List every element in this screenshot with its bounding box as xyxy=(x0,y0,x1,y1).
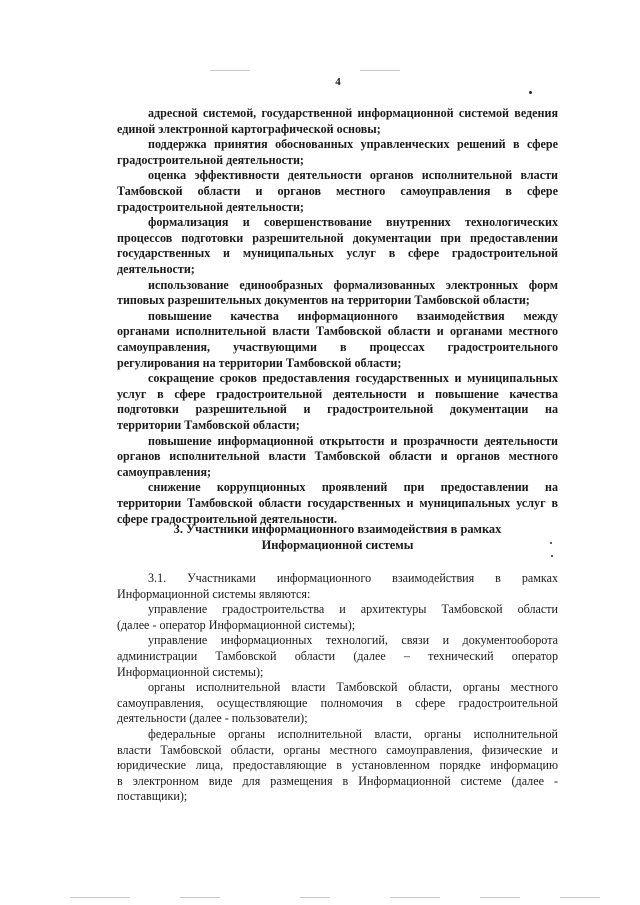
paragraph-line: единой электронной картографической основы; xyxy=(117,121,381,136)
paragraph-line: администрации Тамбовской области (далее – технический оператор xyxy=(117,649,558,663)
paragraph-line: (далее - оператор Информационной системы); xyxy=(117,617,356,632)
paragraph-line: повышение информационной открытости и прозрачности деятельности xyxy=(148,433,558,448)
paragraph-line: управление информационных технологий, связи и документооборота xyxy=(148,633,558,648)
paragraph-line: самоуправления; xyxy=(117,464,212,479)
paragraph-line: градостроительной деятельности; xyxy=(117,199,304,214)
paragraph-line: повышение качества информационного взаимодействия между xyxy=(148,308,558,323)
paragraph-line: адресной системой, государственной информационной системой ведения xyxy=(148,106,558,120)
paragraph-line: органов исполнительной власти Тамбовской области и органов местного xyxy=(117,449,558,464)
paragraph-line: подготовки разрешительной и градостроительной документации на xyxy=(117,402,558,417)
paragraph-line: деятельности; xyxy=(117,262,195,276)
paragraph-line: процессов подготовки разрешительной документации при предоставлении xyxy=(117,230,558,245)
scan-noise xyxy=(300,897,330,898)
scan-speck xyxy=(550,542,552,544)
scan-noise xyxy=(390,897,440,898)
paragraph-line: Информационной системы являются: xyxy=(117,586,311,601)
scan-speck xyxy=(551,555,553,557)
paragraph-line: самоуправления, участвующими в процессах градостроительного xyxy=(117,340,558,354)
paragraph-line: юридические лица, предоставляющие в установленном порядке информацию xyxy=(117,758,558,773)
page-number: 4 xyxy=(335,76,341,88)
paragraph-line: самоуправления, осуществляющие полномочия в сфере градостроительной xyxy=(117,695,558,710)
paragraph-line: в электронном виде для размещения в Информационной системе (далее - xyxy=(117,773,558,788)
paragraph-line: органы исполнительной власти Тамбовской области, органы местного xyxy=(148,680,558,695)
paragraph-line: снижение коррупционных проявлений при предоставлении на xyxy=(148,480,558,495)
paragraph-line: органами исполнительной власти Тамбовской области и органами местного xyxy=(117,324,558,339)
paragraph-line: поставщики); xyxy=(117,789,188,804)
paragraph-line: территории Тамбовской области; xyxy=(117,418,300,432)
paragraph-line: государственных и муниципальных услуг в сфере градостроительной xyxy=(117,246,558,261)
paragraph-line: поддержка принятия обоснованных управленческих решений в сфере xyxy=(148,137,558,152)
paragraph-line: территории Тамбовской области государственных и муниципальных услуг в xyxy=(117,496,558,510)
scan-noise xyxy=(480,897,520,898)
scan-noise xyxy=(180,897,220,898)
paragraph-line: власти Тамбовской области, органы местного самоуправления, физические и xyxy=(117,742,558,757)
paragraph-line: Тамбовской области и органов местного самоуправления в сфере xyxy=(117,184,558,198)
paragraph-line: оценка эффективности деятельности органов исполнительной власти xyxy=(148,168,558,183)
scan-speck xyxy=(529,91,532,94)
section-heading: 3. Участники информационного взаимодействия в рамках xyxy=(173,522,502,536)
paragraph-line: градостроительной деятельности; xyxy=(117,152,304,167)
paragraph-line: сфере градостроительной деятельности. xyxy=(117,511,338,526)
paragraph-line: регулирования на территории Тамбовской области; xyxy=(117,355,402,370)
scan-noise xyxy=(360,70,400,71)
scan-noise xyxy=(560,897,600,898)
paragraph-line: Информационной системы); xyxy=(117,664,264,679)
scan-noise xyxy=(210,70,250,71)
paragraph-line: федеральные органы исполнительной власти, органы исполнительной xyxy=(148,727,558,741)
paragraph-line: использование единообразных формализованных электронных форм xyxy=(148,277,558,292)
paragraph-line: деятельности (далее - пользователи); xyxy=(117,711,308,726)
paragraph-line: сокращение сроков предоставления государственных и муниципальных xyxy=(148,371,558,386)
paragraph-line: формализация и совершенствование внутренних технологических xyxy=(148,215,558,230)
paragraph-line: управление градостроительства и архитектуры Тамбовской области xyxy=(148,602,558,617)
paragraph-line: услуг в сфере градостроительной деятельности и повышение качества xyxy=(117,386,558,401)
paragraph-line: типовых разрешительных документов на территории Тамбовской области; xyxy=(117,293,530,308)
paragraph-line: 3.1. Участниками информационного взаимодействия в рамках xyxy=(148,571,558,585)
section-heading: Информационной системы xyxy=(261,537,414,552)
scan-noise xyxy=(70,897,130,898)
